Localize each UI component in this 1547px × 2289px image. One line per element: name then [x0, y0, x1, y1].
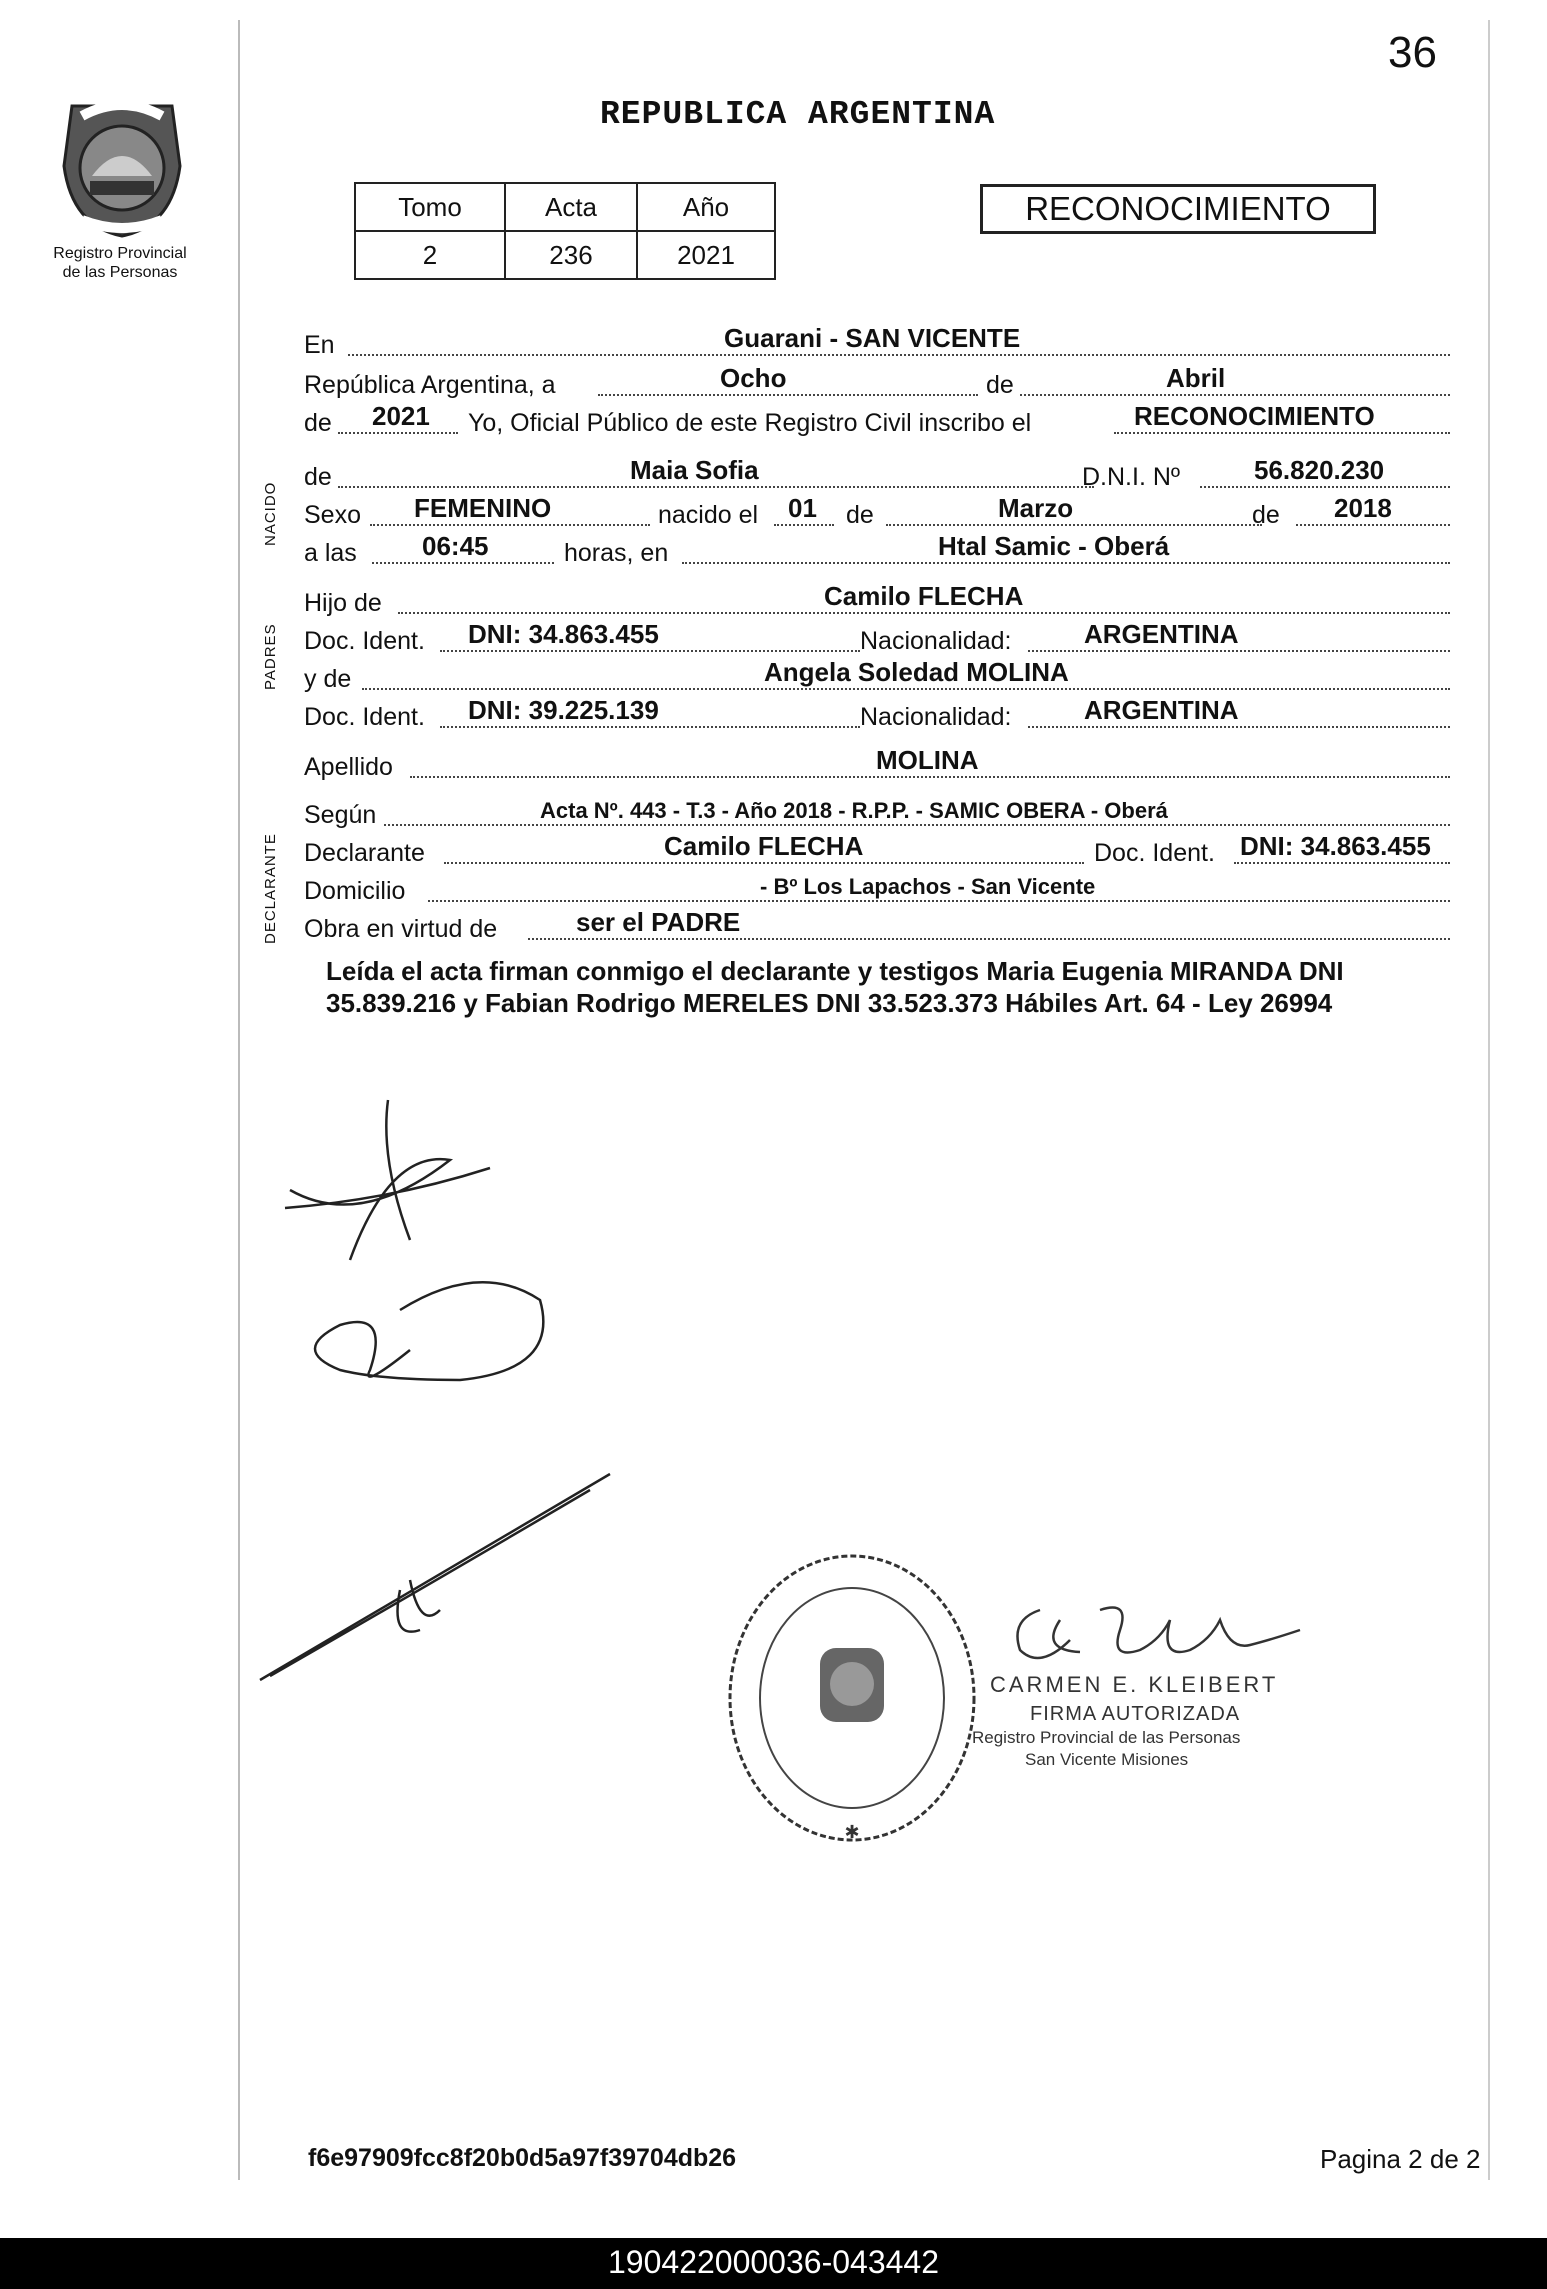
value-address: - Bº Los Lapachos - San Vicente [760, 874, 1096, 899]
value-declarant-dni: DNI: 34.863.455 [1240, 831, 1431, 861]
logo-caption-line2: de las Personas [62, 264, 178, 281]
ref-header-anio: Año [637, 183, 775, 231]
side-label-declarante: DECLARANTE [262, 833, 279, 944]
official-stamp [722, 1548, 982, 1848]
value-month: Abril [1166, 363, 1226, 393]
official-place: San Vicente Misiones [1025, 1750, 1189, 1769]
value-birth-place: Htal Samic - Oberá [938, 531, 1170, 561]
ref-value-acta: 236 [505, 231, 637, 279]
registry-seal-logo [52, 86, 192, 246]
value-mother-name: Angela Soledad MOLINA [764, 657, 1069, 687]
side-label-padres: PADRES [262, 623, 279, 690]
field-line-surname: Apellido MOLINA [304, 752, 1450, 784]
label-en: En [304, 331, 335, 359]
document-code: 190422000036-043442 [608, 2244, 939, 2280]
value-birth-time: 06:45 [422, 531, 489, 561]
value-child-dni: 56.820.230 [1254, 455, 1385, 485]
field-line-en [304, 323, 1450, 362]
field-line-date: República Argentina, a Ocho de Abril [304, 370, 1450, 402]
page-number: 36 [1388, 28, 1437, 77]
logo-caption-line1: Registro Provincial [53, 245, 187, 262]
value-year: 2021 [372, 401, 430, 431]
value-sex: FEMENINO [414, 493, 552, 523]
value-segun: Acta Nº. 443 - T.3 - Año 2018 - R.P.P. - SAMIC OBERA - Oberá [540, 798, 1168, 823]
value-birth-month: Marzo [998, 493, 1074, 523]
ref-header-acta: Acta [505, 183, 637, 231]
field-line-virtue: Obra en virtud de ser el PADRE [304, 914, 1450, 946]
field-line-mother-doc: Doc. Ident. DNI: 39.225.139 Nacionalidad: ARGENTINA [304, 702, 1450, 734]
value-birth-day: 01 [788, 493, 817, 523]
value-father-name: Camilo FLECHA [824, 581, 1024, 611]
right-margin-rule [1488, 20, 1490, 2180]
field-line-birth: Sexo FEMENINO nacido el 01 de Marzo de 2018 [304, 500, 1450, 532]
left-margin-rule [238, 20, 240, 2180]
value-day: Ocho [720, 363, 787, 393]
witness-signature-2 [250, 1470, 620, 1690]
pagination: Pagina 2 de 2 [1320, 2144, 1481, 2174]
ref-value-anio: 2021 [637, 231, 775, 279]
value-mother-nationality: ARGENTINA [1084, 695, 1239, 725]
value-birth-year: 2018 [1334, 493, 1392, 523]
act-type-box: RECONOCIMIENTO [980, 184, 1376, 234]
official-institution: Registro Provincial de las Personas [972, 1728, 1241, 1747]
field-line-registration: de 2021 Yo, Oficial Público de este Registro Civil inscribo el RECONOCIMIENTO [304, 408, 1450, 440]
value-father-dni: DNI: 34.863.455 [468, 619, 659, 649]
reference-table [354, 182, 776, 280]
document-title: REPUBLICA ARGENTINA [600, 96, 996, 133]
field-line-declarant: Declarante Camilo FLECHA Doc. Ident. DNI: 34.863.455 [304, 838, 1450, 870]
ref-header-tomo: Tomo [355, 183, 505, 231]
value-declarant-name: Camilo FLECHA [664, 831, 864, 861]
witness-signature-1 [300, 1270, 570, 1430]
field-line-segun: Según Acta Nº. 443 - T.3 - Año 2018 - R.P.P. - SAMIC OBERA - Oberá [304, 800, 1450, 832]
value-father-nationality: ARGENTINA [1084, 619, 1239, 649]
ref-value-tomo: 2 [355, 231, 505, 279]
document-hash: f6e97909fcc8f20b0d5a97f39704db26 [308, 2144, 737, 2172]
value-virtue: ser el PADRE [576, 907, 741, 937]
field-line-name: de Maia Sofia D.N.I. Nº 56.820.230 [304, 462, 1450, 494]
field-line-mother: y de Angela Soledad MOLINA [304, 664, 1450, 696]
official-name: CARMEN E. KLEIBERT [990, 1672, 1279, 1697]
closing-statement: Leída el acta firman conmigo el declarante y testigos Maria Eugenia MIRANDA DNI 35.839.216 y Fabian Rodrigo MERELES DNI 33.523.373 Hábiles Art. 64 - Ley 26994 [326, 956, 1344, 1018]
field-line-address: Domicilio - Bº Los Lapachos - San Vicente [304, 876, 1450, 908]
value-mother-dni: DNI: 39.225.139 [468, 695, 659, 725]
value-child-name: Maia Sofia [630, 455, 759, 485]
side-label-nacido: NACIDO [262, 481, 279, 546]
field-line-father-doc: Doc. Ident. DNI: 34.863.455 Nacionalidad: ARGENTINA [304, 626, 1450, 658]
value-surname: MOLINA [876, 745, 979, 775]
official-signature [1000, 1590, 1320, 1680]
official-role: FIRMA AUTORIZADA [1030, 1703, 1241, 1725]
value-registration-type: RECONOCIMIENTO [1134, 401, 1375, 431]
value-place: Guarani - SAN VICENTE [724, 323, 1021, 353]
field-line-father: Hijo de Camilo FLECHA [304, 588, 1450, 620]
logo-caption [20, 244, 220, 282]
declarant-signature [270, 1090, 510, 1280]
field-line-time: a las 06:45 horas, en Htal Samic - Oberá [304, 538, 1450, 570]
svg-text:✱: ✱ [844, 1822, 860, 1842]
